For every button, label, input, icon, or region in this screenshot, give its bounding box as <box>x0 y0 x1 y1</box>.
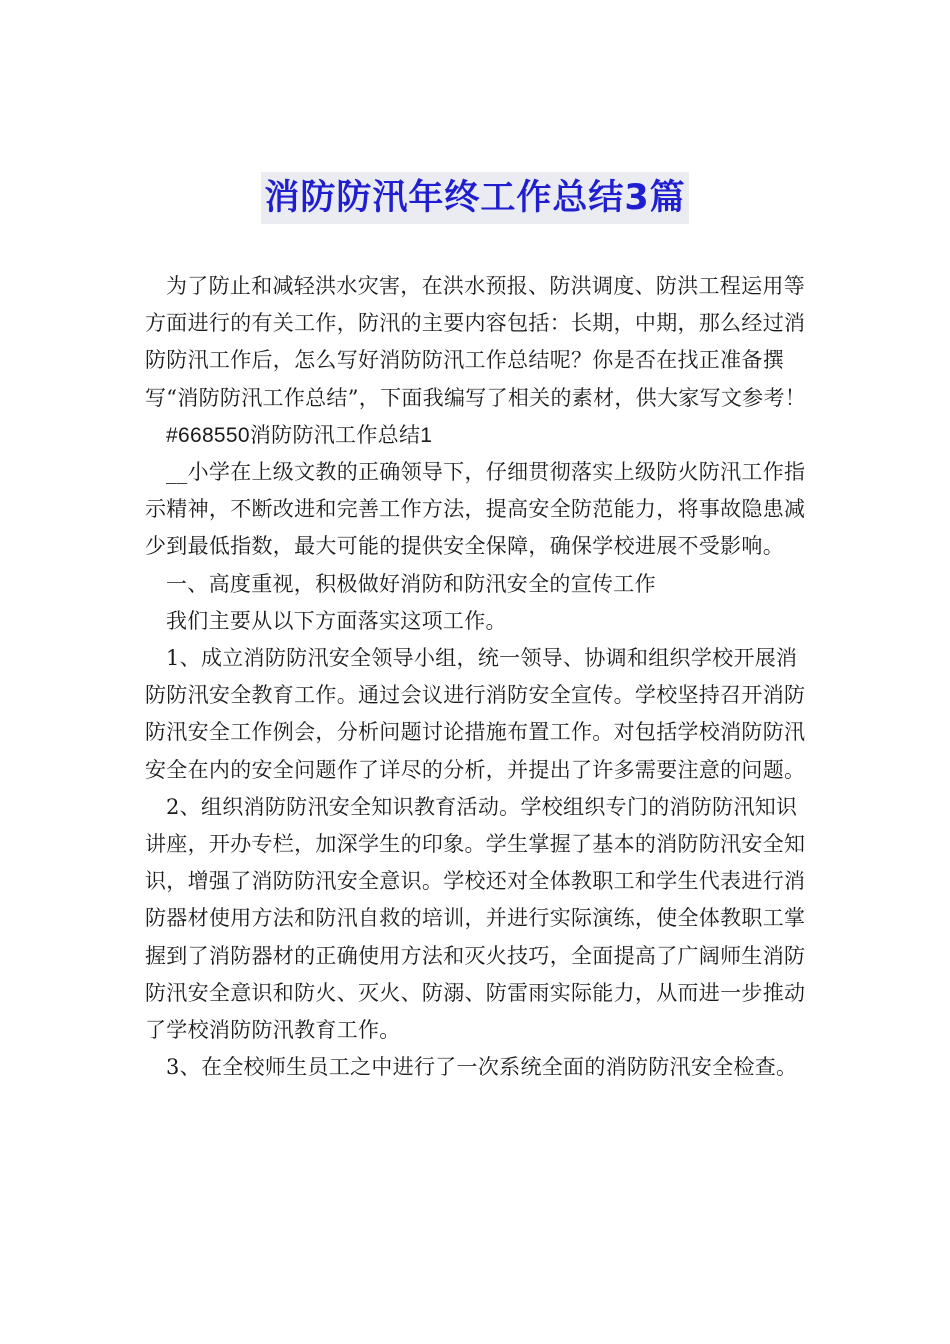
list-item: 1、成立消防防汛安全领导小组，统一领导、协调和组织学校开展消防防汛安全教育工作。通过会议进行消防安全宣传。学校坚持召开消防防汛安全工作例会，分析问题讨论措施布置工作。对包括学校消防防汛安全在内的安全问题作了详尽的分析，并提出了许多需要注意的问题。 <box>145 646 806 782</box>
document-title: 消防防汛年终工作总结3篇 <box>261 172 688 224</box>
body-paragraph: 我们主要从以下方面落实这项工作。 <box>166 608 507 633</box>
intro-paragraph: 为了防止和减轻洪水灾害，在洪水预报、防洪调度、防洪工程运用等方面进行的有关工作，防汛的主要内容包括：长期，中期，那么经过消防防汛工作后，怎么写好消防防汛工作总结呢？你是否在找正准备撰写“消防防汛工作总结”，下面我编写了相关的素材，供大家写文参考！ <box>145 274 807 410</box>
section-heading: #668550消防防汛工作总结1 <box>166 423 433 447</box>
title-container <box>0 172 950 224</box>
list-item: 3、在全校师生员工之中进行了一次系统全面的消防防汛安全检查。 <box>166 1055 798 1080</box>
list-item: 2、组织消防防汛安全知识教育活动。学校组织专门的消防防汛知识讲座，开办专栏，加深学生的印象。学生掌握了基本的消防防汛安全知识，增强了消防防汛安全意识。学校还对全体教职工和学生代表进行消防器材使用方法和防汛自救的培训，并进行实际演练，使全体教职工掌握到了消防器材的正确使用方法和灭火技巧，全面提高了广阔师生消防防汛安全意识和防火、灭火、防溺、防雷雨实际能力，从而进一步推动了学校消防防汛教育工作。 <box>145 794 806 1043</box>
subheading: 一、高度重视，积极做好消防和防汛安全的宣传工作 <box>166 571 656 596</box>
document-body <box>145 268 815 1086</box>
body-paragraph: __小学在上级文教的正确领导下，仔细贯彻落实上级防火防汛工作指示精神，不断改进和完善工作方法，提高安全防范能力，将事故隐患减少到最低指数，最大可能的提供安全保障，确保学校进展不受影响。 <box>145 460 806 559</box>
